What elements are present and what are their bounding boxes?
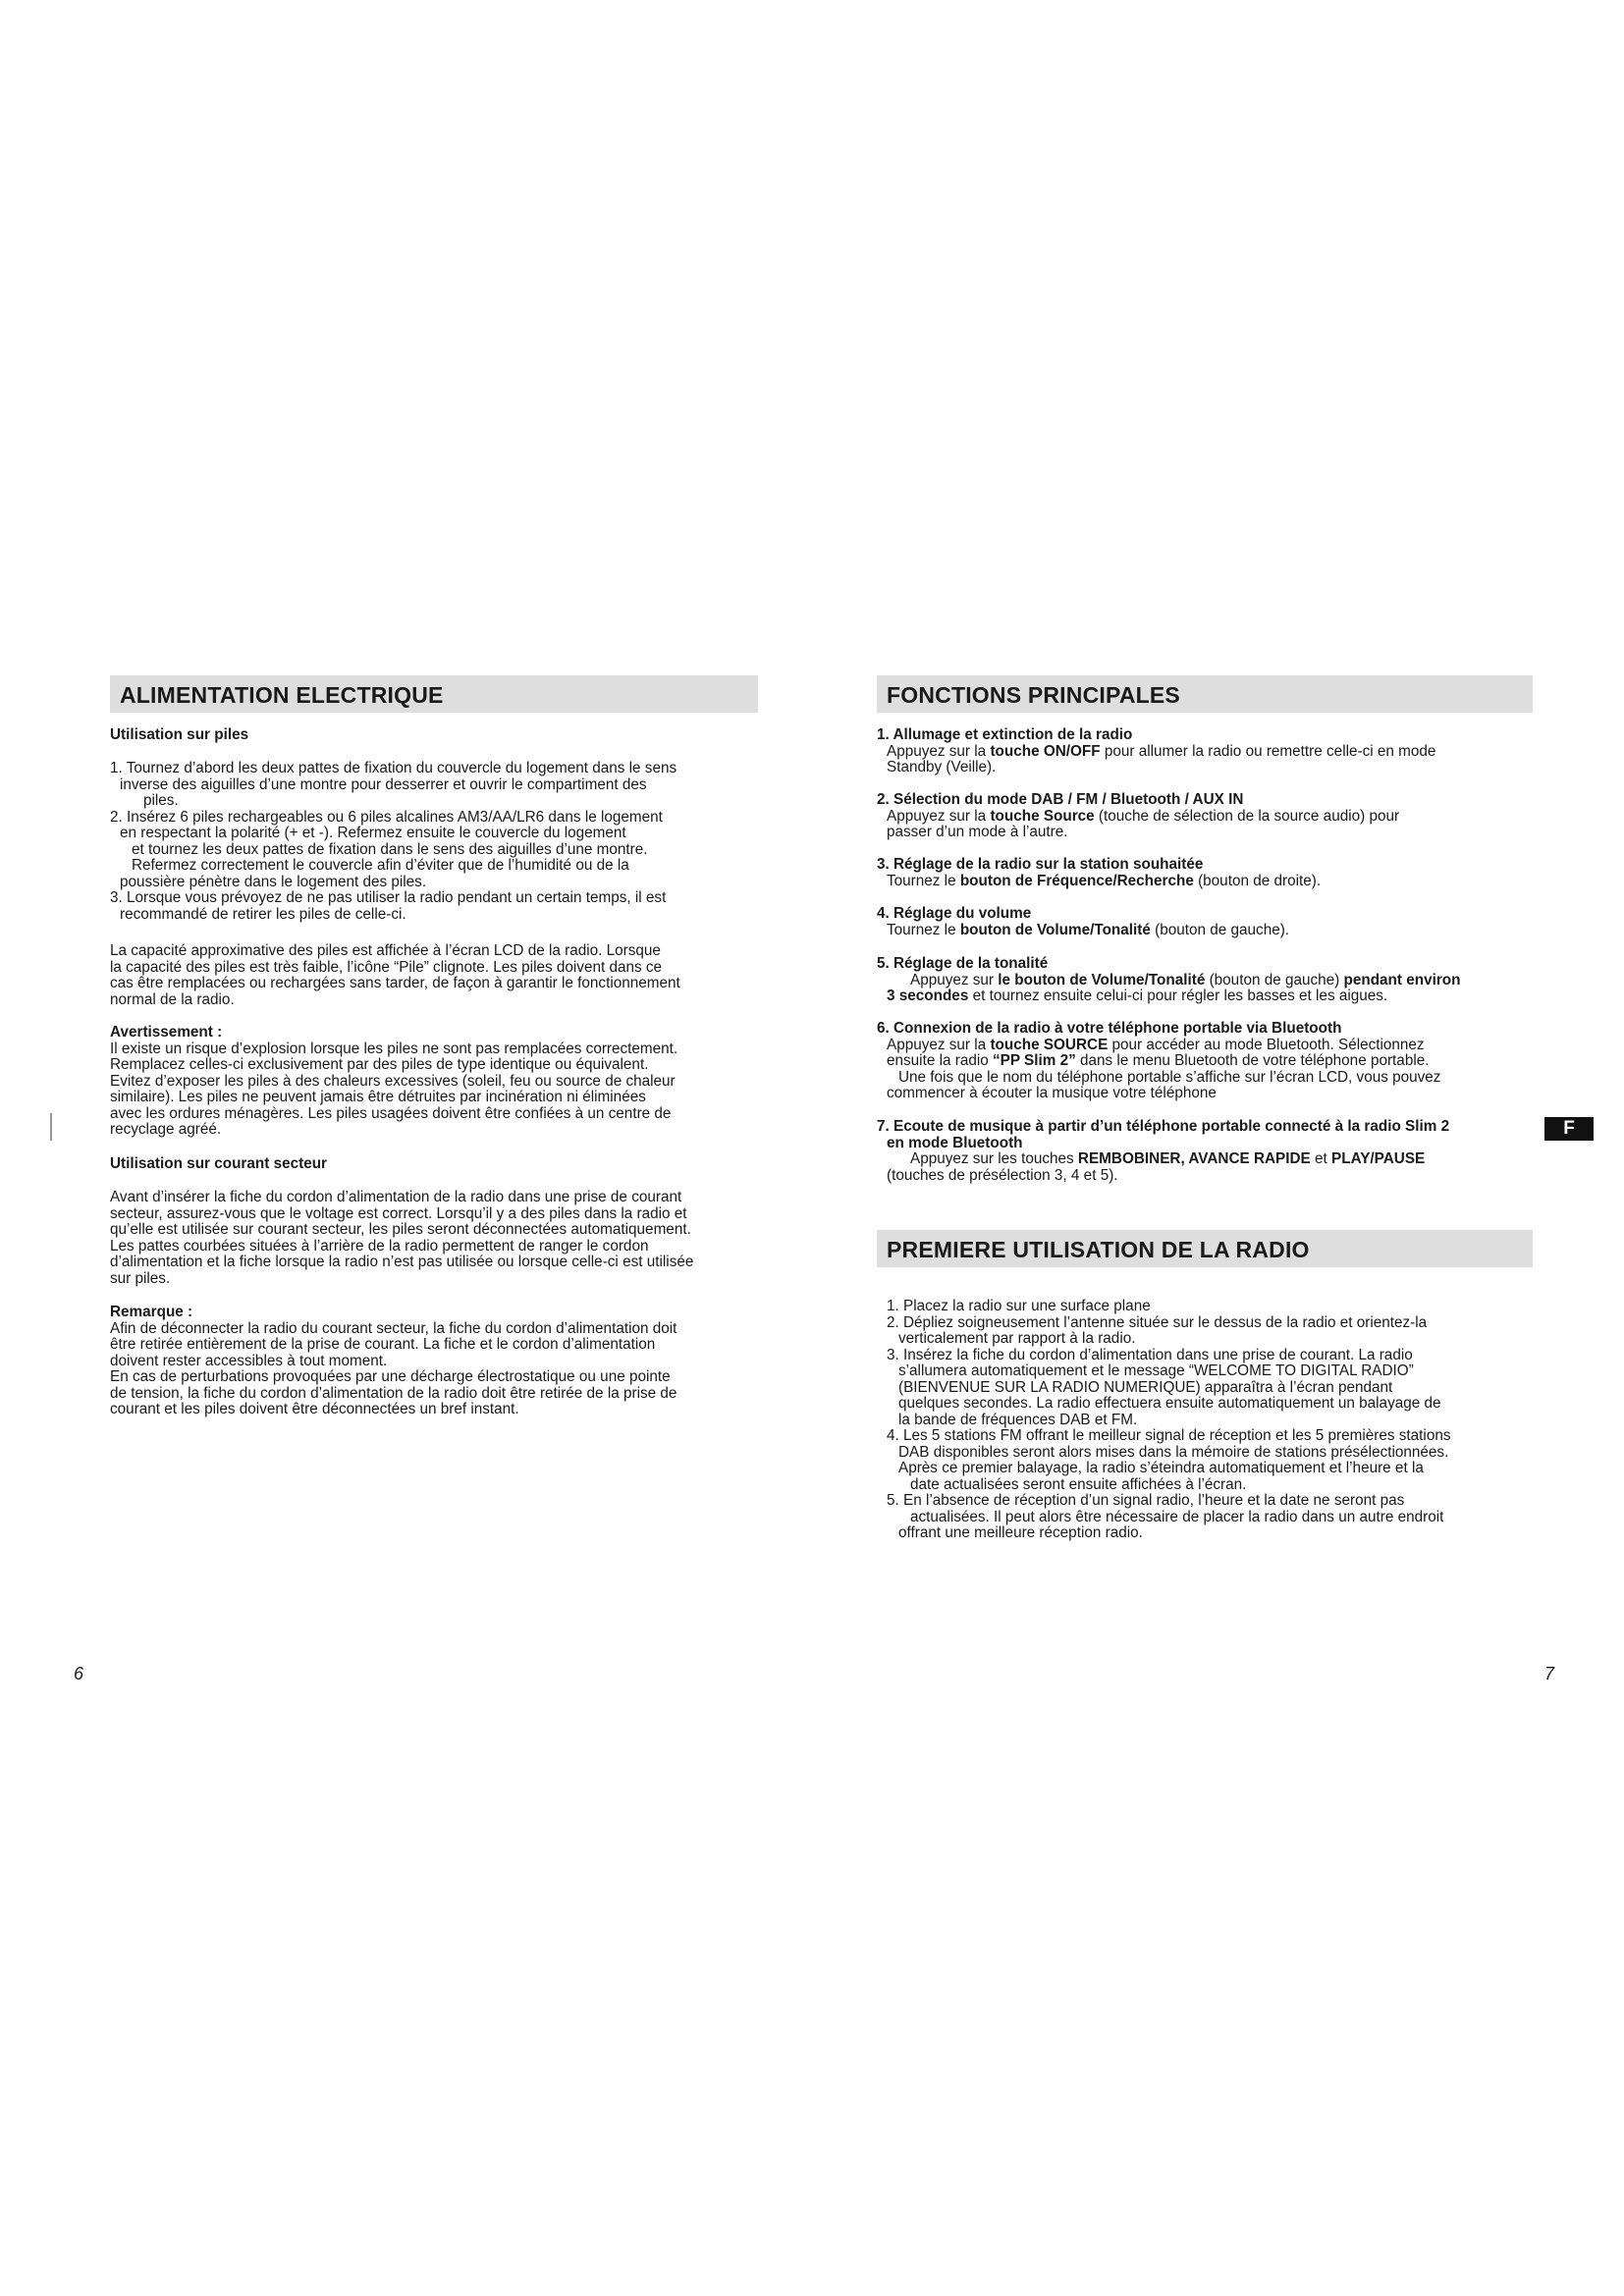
step-line: verticalement par rapport à la radio. xyxy=(898,1330,1136,1347)
step-line: offrant une meilleure réception radio. xyxy=(898,1524,1143,1541)
text-run: dans le menu Bluetooth de votre téléphone portable. xyxy=(1075,1052,1430,1069)
text-line: Une fois que le nom du téléphone portable s’affiche sur l’écran LCD, vous pouvez xyxy=(898,1068,1441,1086)
battery-capacity-paragraph xyxy=(110,943,758,1008)
step-line: quelques secondes. La radio effectuera ensuite automatiquement un balayage de xyxy=(898,1395,1441,1412)
text-run: 3 secondes xyxy=(887,988,969,1004)
warning-title: Avertissement : xyxy=(110,1024,223,1041)
text-line: recyclage agréé. xyxy=(110,1121,222,1138)
text-line: être retirée entièrement de la prise de courant. La fiche et le cordon d’alimentation xyxy=(110,1336,656,1353)
step-line: 2. Dépliez soigneusement l’antenne située sur le dessus de la radio et orientez-la xyxy=(887,1313,1428,1331)
mains-paragraph xyxy=(110,1190,758,1287)
text-run: (bouton de gauche) xyxy=(1205,971,1344,988)
text-run: (bouton de gauche). xyxy=(1150,921,1290,938)
text-run: et xyxy=(1310,1150,1332,1167)
step-line: en respectant la polarité (+ et -). Refermez ensuite le couvercle du logement xyxy=(120,825,626,841)
step-line: 5. En l’absence de réception d’un signal radio, l’heure et la date ne seront pas xyxy=(887,1492,1405,1509)
step-line: 4. Les 5 stations FM offrant le meilleur signal de réception et les 5 premières stations xyxy=(887,1427,1451,1444)
step-line: la bande de fréquences DAB et FM. xyxy=(898,1411,1138,1428)
key-name: REMBOBINER, AVANCE RAPIDE xyxy=(1077,1150,1311,1167)
text-line: cas être remplacées ou rechargées sans tarder, de façon à garantir le fonctionnement xyxy=(110,975,680,991)
step-line: inverse des aiguilles d’une montre pour desserrer et ouvrir le compartiment des xyxy=(120,775,647,793)
function-item-1 xyxy=(877,727,1533,776)
key-name: bouton de Fréquence/Recherche xyxy=(959,872,1194,889)
text-line: Avant d’insérer la fiche du cordon d’alimentation de la radio dans une prise de courant xyxy=(110,1189,682,1205)
text-run: et tournez ensuite celui-ci pour régler les basses et les aigues. xyxy=(968,988,1388,1004)
function-item-3 xyxy=(877,857,1533,889)
key-name: touche ON/OFF xyxy=(990,742,1101,760)
item-title: 1. Allumage et extinction de la radio xyxy=(877,726,1133,743)
text-run: pour allumer la radio ou remettre celle-ci en mode xyxy=(1100,742,1436,760)
key-name: touche Source xyxy=(990,807,1095,825)
text-run: Tournez le xyxy=(887,872,960,889)
text-line: Remplacez celles-ci exclusivement par des piles de type identique ou équivalent. xyxy=(110,1056,649,1073)
text-run: Appuyez sur les touches xyxy=(910,1150,1078,1167)
subheading-piles: Utilisation sur piles xyxy=(110,726,249,743)
text-line: d’alimentation et la fiche lorsque la radio n’est pas utilisée ou lorsque celle-ci est utilisée xyxy=(110,1254,694,1270)
text-run: ensuite la radio xyxy=(887,1052,993,1069)
step-line: Refermez correctement le couvercle afin d’éviter que de l’humidité ou de la xyxy=(132,857,629,874)
text-line: qu’elle est utilisée sur courant secteur, les piles seront déconnectées automatiquement. xyxy=(110,1221,691,1238)
key-name: le bouton de Volume/Tonalité xyxy=(998,971,1206,988)
text-run: Appuyez sur la xyxy=(887,807,991,825)
item-title: en mode Bluetooth xyxy=(887,1134,1023,1151)
text-line: avec les ordures ménagères. Les piles usagées doivent être confiées à un centre de xyxy=(110,1104,672,1122)
text-line: normal de la radio. xyxy=(110,990,235,1008)
step-line: actualisées. Il peut alors être nécessaire de placer la radio dans un autre endroit xyxy=(910,1508,1444,1525)
item-title: 5. Réglage de la tonalité xyxy=(877,955,1049,972)
step-line: 3. Insérez la fiche du cordon d’alimentation dans une prise de courant. La radio xyxy=(887,1346,1413,1363)
function-item-2 xyxy=(877,792,1533,841)
language-tab: F xyxy=(1544,1117,1594,1141)
remark-paragraph xyxy=(110,1305,758,1418)
device-name: “PP Slim 2” xyxy=(993,1052,1076,1069)
text-line: Afin de déconnecter la radio du courant secteur, la fiche du cordon d’alimentation doit xyxy=(110,1319,677,1337)
page-number-right: 7 xyxy=(1544,1664,1555,1683)
text-line: de tension, la fiche du cordon d’alimentation de la radio doit être retirée de la prise de xyxy=(110,1384,677,1402)
page-number-left: 6 xyxy=(74,1664,84,1683)
text-line: La capacité approximative des piles est affichée à l’écran LCD de la radio. Lorsque xyxy=(110,942,661,959)
text-run: Appuyez sur xyxy=(910,971,999,988)
step-line: 1. Placez la radio sur une surface plane xyxy=(887,1298,1151,1314)
text-line: similaire). Les piles ne peuvent jamais être détruites par incinération ni éliminées xyxy=(110,1089,646,1105)
item-title: 3. Réglage de la radio sur la station souhaitée xyxy=(877,856,1204,873)
step-line: 3. Lorsque vous prévoyez de ne pas utiliser la radio pendant un certain temps, il est xyxy=(110,889,667,906)
section-title-premiere-utilisation: PREMIERE UTILISATION DE LA RADIO xyxy=(877,1230,1533,1267)
text-run: Appuyez sur la xyxy=(887,1036,991,1053)
text-line: sur piles. xyxy=(110,1269,171,1287)
item-title: 7. Ecoute de musique à partir d’un téléphone portable connecté à la radio Slim 2 xyxy=(877,1118,1450,1135)
section-title-fonctions: FONCTIONS PRINCIPALES xyxy=(877,675,1533,713)
page-edge-mark xyxy=(50,1113,52,1141)
step-line: date actualisées seront ensuite affichées à l’écran. xyxy=(910,1475,1247,1493)
function-item-7 xyxy=(877,1119,1533,1184)
key-name: touche SOURCE xyxy=(990,1036,1109,1053)
text-line: Evitez d’exposer les piles à des chaleurs excessives (soleil, feu ou source de chaleur xyxy=(110,1072,676,1090)
text-run: Tournez le xyxy=(887,921,960,938)
text-line: passer d’un mode à l’autre. xyxy=(887,824,1068,840)
item-title: 2. Sélection du mode DAB / FM / Bluetooth / AUX IN xyxy=(877,791,1244,808)
step-line: Après ce premier balayage, la radio s’éteindra automatiquement et l’heure et la xyxy=(898,1460,1424,1476)
step-line: s’allumera automatiquement et le message “WELCOME TO DIGITAL RADIO” xyxy=(898,1362,1414,1379)
text-line: Standby (Veille). xyxy=(887,759,997,775)
function-item-4 xyxy=(877,906,1533,938)
text-run: (touche de sélection de la source audio) pour xyxy=(1094,807,1400,825)
key-name: PLAY/PAUSE xyxy=(1331,1150,1426,1167)
text-run: (bouton de droite). xyxy=(1193,872,1322,889)
text-line: doivent rester accessibles à tout moment. xyxy=(110,1352,388,1369)
function-item-6 xyxy=(877,1021,1533,1102)
text-run: Appuyez sur la xyxy=(887,742,991,760)
text-line: commencer à écouter la musique votre téléphone xyxy=(887,1085,1217,1101)
subheading-secteur: Utilisation sur courant secteur xyxy=(110,1155,328,1172)
text-line: En cas de perturbations provoquées par une décharge électrostatique ou une pointe xyxy=(110,1368,671,1385)
text-run: pendant environ xyxy=(1343,971,1461,988)
item-title: 6. Connexion de la radio à votre téléphone portable via Bluetooth xyxy=(877,1020,1342,1037)
step-line: et tournez les deux pattes de fixation dans le sens des aiguilles d’une montre. xyxy=(132,840,648,858)
step-line: poussière pénètre dans le logement des piles. xyxy=(120,873,427,890)
step-line: DAB disponibles seront alors mises dans la mémoire de stations présélectionnées. xyxy=(898,1443,1449,1461)
text-line: Il existe un risque d’explosion lorsque les piles ne sont pas remplacées correctement. xyxy=(110,1040,678,1057)
item-title: 4. Réglage du volume xyxy=(877,905,1032,922)
section-title-alimentation: ALIMENTATION ELECTRIQUE xyxy=(110,675,758,713)
step-line: piles. xyxy=(143,792,179,809)
first-use-steps xyxy=(877,1299,1533,1542)
function-item-5 xyxy=(877,956,1533,1005)
text-line: Les pattes courbées situées à l’arrière de la radio permettent de ranger le cordon xyxy=(110,1237,649,1255)
text-line: (touches de présélection 3, 4 et 5). xyxy=(887,1166,1118,1184)
warning-paragraph xyxy=(110,1025,758,1139)
text-line: la capacité des piles est très faible, l’icône “Pile” clignote. Les piles doivent dans ce xyxy=(110,958,663,976)
step-line: 1. Tournez d’abord les deux pattes de fixation du couvercle du logement dans le sens xyxy=(110,760,677,776)
text-line: secteur, assurez-vous que le voltage est correct. Lorsqu’il y a des piles dans la radio et xyxy=(110,1204,687,1222)
key-name: bouton de Volume/Tonalité xyxy=(959,921,1151,938)
step-line: (BIENVENUE SUR LA RADIO NUMERIQUE) apparaîtra à l’écran pendant xyxy=(898,1378,1393,1396)
step-line: recommandé de retirer les piles de celle-ci. xyxy=(120,905,406,923)
step-line: 2. Insérez 6 piles rechargeables ou 6 piles alcalines AM3/AA/LR6 dans le logement xyxy=(110,808,663,826)
battery-steps xyxy=(110,761,758,923)
text-run: pour accéder au mode Bluetooth. Sélectionnez xyxy=(1108,1036,1425,1053)
text-line: courant et les piles doivent être déconnectées un bref instant. xyxy=(110,1401,519,1417)
remark-title: Remarque : xyxy=(110,1304,193,1320)
